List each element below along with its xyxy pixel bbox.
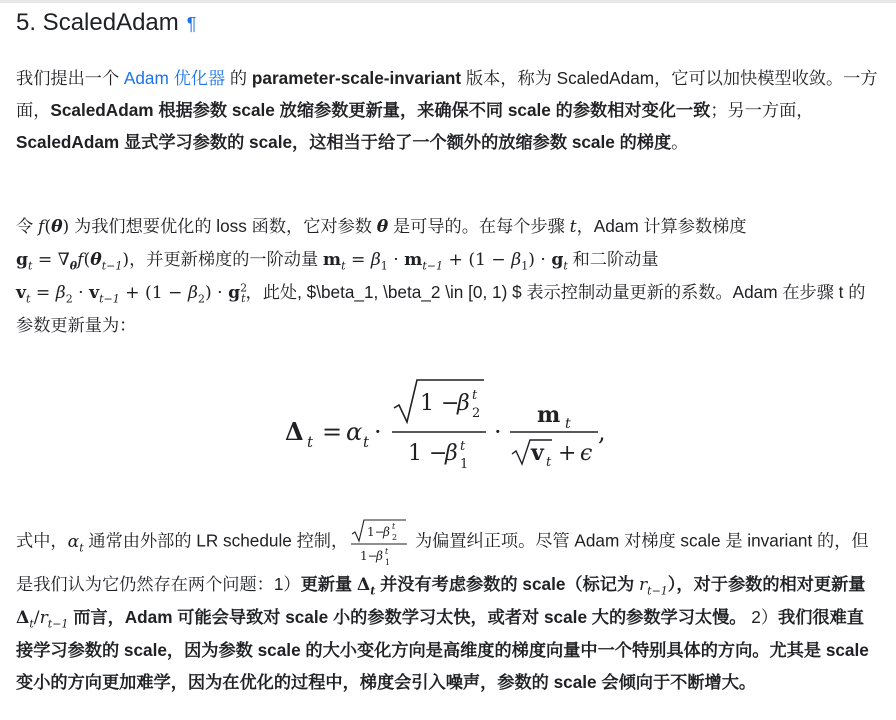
svg-text:t: t (363, 433, 370, 451)
text: 版本，称为 ScaledAdam，它可以加快模型收敛。一方面， (16, 68, 878, 120)
text: ，Adam 计算参数梯度 (576, 216, 747, 236)
bold-text: 我们很难直接学习参数的 scale，因为参数 scale 的大小变化方向是高维度的梯度向量中一个特别具体的方向。尤其是 scale 变小的方向更加难学，因为在优化的过程中，梯度会引入噪声，参数的 scale 会倾向于不断增大。 (16, 607, 869, 692)
bold-text: ScaledAdam 根据参数 scale 放缩参数更新量，来确保不同 scale 的参数相对变化一致 (50, 100, 711, 120)
svg-text:t: t (472, 388, 478, 403)
adam-optimizer-link[interactable]: Adam 优化器 (123, 68, 226, 88)
text: 通常由外部的 LR schedule 控制， (83, 530, 349, 551)
svg-text:β: β (376, 549, 384, 563)
svg-text:2: 2 (472, 406, 481, 421)
text: 为我们想要优化的 loss 函数，它对参数 (69, 216, 377, 236)
math-gradient-def: $g_t = \nabla_\theta f(\theta_{t-1})$ (16, 250, 130, 273)
svg-text:,: , (598, 418, 606, 446)
svg-text:1: 1 (385, 558, 391, 567)
svg-text:t: t (565, 416, 571, 432)
text: 。 (671, 132, 689, 152)
text: 的 (225, 68, 252, 88)
math-delta-t: $\Delta_t$ (356, 575, 376, 598)
text: ，并更新梯度的一阶动量 (129, 249, 323, 269)
text: 2） (746, 607, 779, 627)
svg-text:α: α (346, 418, 363, 446)
svg-text:t: t (546, 455, 552, 470)
svg-text:t: t (460, 439, 466, 454)
bold-text: ScaledAdam 显式学习参数的 scale，这相当于给了一个额外的放缩参数 scale 的梯度 (16, 132, 672, 152)
svg-text:1 −: 1 − (408, 441, 448, 466)
bias-correction-fraction (348, 516, 410, 568)
bold-text: 更新量 (300, 574, 357, 594)
math-r-t-1: $r_{t-1}$ (638, 575, 668, 598)
svg-text:·: · (374, 418, 382, 446)
text: 式中， (16, 530, 68, 551)
text: 令 (16, 216, 38, 236)
math-second-moment: $v_t = \beta_2 \cdot v_{t-1} + (1 - \beta_2) \cdot g^2_t$ (16, 281, 248, 306)
math-relative-update: $\Delta_t/r_{t-1}$ (16, 608, 69, 631)
bold-text: parameter-scale-invariant (251, 68, 462, 88)
math-f-theta: f (37, 217, 45, 237)
svg-text:1: 1 (460, 457, 469, 472)
text: 和二阶动量 (567, 249, 659, 269)
text: 是可导的。在每个步骤 (388, 216, 570, 236)
svg-text:1−: 1− (360, 549, 378, 563)
svg-text:1 −: 1 − (420, 391, 460, 416)
math-first-moment: $m_t = \beta_1 \cdot m_{t-1} + (1 - \beta_1) \cdot g_t$ (322, 250, 568, 273)
text: ，此处, $\beta_1, \beta_2 \in [0, 1) $ 表示控制动量更新的系数。Adam 在步骤 t 的参数更新量为： (16, 282, 866, 335)
anchor-link-icon[interactable]: ¶ (186, 14, 197, 34)
svg-text:β: β (457, 391, 470, 416)
svg-text:·: · (494, 418, 502, 446)
text: 我们提出一个 (16, 68, 124, 88)
text: ；另一方面， (710, 100, 814, 120)
math-t: t (569, 217, 577, 237)
svg-text:1−: 1− (367, 525, 385, 539)
svg-text:β: β (383, 525, 391, 539)
problems-paragraph (16, 516, 880, 698)
svg-text:t: t (307, 433, 314, 451)
svg-text:β: β (445, 441, 458, 466)
svg-text:=: = (322, 418, 343, 446)
svg-text:Δ: Δ (285, 417, 304, 446)
top-edge-bar (0, 0, 896, 3)
bold-text: ），对于参数的相对更新量 (667, 574, 866, 594)
svg-text:t: t (392, 522, 396, 531)
math-theta: θ (376, 217, 389, 237)
svg-text:v: v (531, 440, 544, 466)
math-alpha-t: $\alpha_t$ (67, 531, 84, 554)
svg-text:m: m (537, 402, 561, 428)
intro-paragraph (16, 62, 880, 158)
adam-update-equation (0, 372, 896, 482)
text: 为偏置纠正项。尽管 Adam 对梯度 scale 是 invariant 的，但是我们认为它仍然存在两个问题：1） (16, 530, 869, 594)
svg-text:t: t (385, 547, 389, 556)
section-title: 5. ScaledAdam (16, 9, 179, 36)
section-heading (16, 8, 196, 39)
svg-text:ϵ: ϵ (580, 441, 593, 466)
svg-text:2: 2 (392, 533, 398, 542)
bold-text: 并没有考虑参数的 scale（标记为 (375, 574, 639, 594)
bold-text: 而言，Adam 可能会导致对 scale 小的参数学习太快，或者对 scale 大的参数学习太慢。 (68, 607, 747, 627)
adam-definition-paragraph: 令 f(θ) 为我们想要优化的 loss 函数，它对参数 θ 是可导的。在每个步骤 t，Adam 计算参数梯度 $g_t = \nabla_\theta f(\theta_{t-1})$，并更新梯度的一阶动量 $m_t = \beta_1 \cdot m_{t-1} + (1 - \beta_1) \cdot g_t$ 和二阶动量 $v_t = \beta_2 \cdot v_{t-1} + (1 - \beta_2) \cdot g^2_t$，此处, $\beta_1, \beta_2 \in [0, 1) $ 表示控制动量更新的系数。Adam 在步骤 t 的参数更新量为： (16, 216, 866, 335)
svg-text:+: + (558, 441, 577, 466)
